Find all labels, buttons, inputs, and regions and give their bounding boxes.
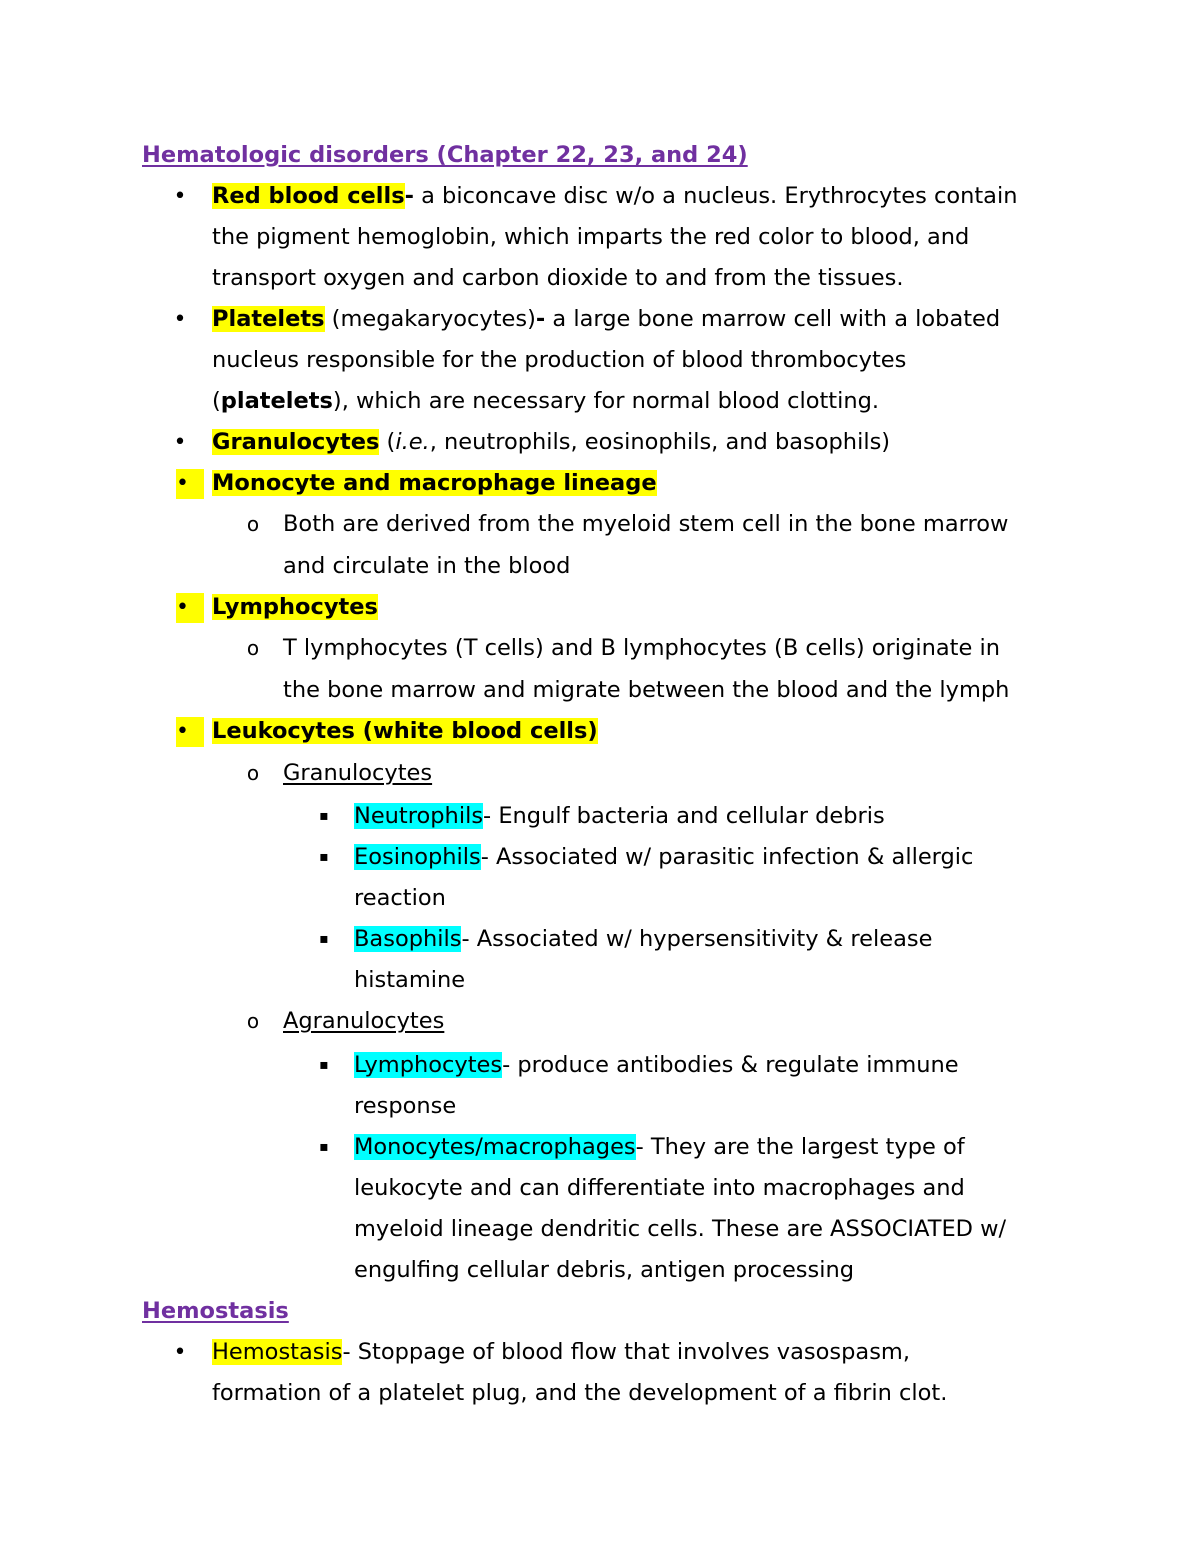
item-text: , neutrophils, eosinophils, and basophils) [429, 429, 891, 455]
term-lymphocytes-cyan: Lymphocytes [354, 1052, 503, 1078]
list-item-neutrophils [354, 801, 885, 831]
item-text-continued: transport oxygen and carbon dioxide to and from the tissues. [212, 265, 904, 291]
item-text: a biconcave disc w/o a nucleus. Erythrocytes contain [413, 183, 1018, 209]
term-monocytes-macrophages: Monocytes/macrophages [354, 1134, 636, 1160]
item-text-continued: response [354, 1093, 457, 1119]
list-item-leukocytes [212, 716, 598, 746]
item-text-continued: reaction [354, 885, 446, 911]
sub-bullet-icon: o [246, 636, 260, 660]
item-text-continued: nucleus responsible for the production of blood thrombocytes [212, 347, 907, 373]
sub-item-text-continued: the bone marrow and migrate between the blood and the lymph [283, 677, 1010, 703]
term-monocyte-lineage: Monocyte and macrophage lineage [212, 470, 657, 496]
term-red-blood-cells: Red blood cells [212, 183, 405, 209]
term-leukocytes: Leukocytes (white blood cells) [212, 718, 598, 744]
term-dash: - [535, 306, 546, 332]
term-hemostasis: Hemostasis [212, 1339, 343, 1365]
list-item-basophils [354, 924, 932, 954]
item-text: - Stoppage of blood flow that involves vasospasm, [342, 1339, 910, 1365]
item-text: ( [212, 388, 221, 414]
section-heading-hematologic-disorders: Hematologic disorders (Chapter 22, 23, and 24) [142, 142, 748, 168]
square-bullet-icon: ▪ [319, 1057, 329, 1073]
list-item-eosinophils [354, 842, 973, 872]
item-text-continued: the pigment hemoglobin, which imparts the red color to blood, and [212, 224, 970, 250]
list-item-hemostasis [212, 1337, 910, 1367]
list-item-monocytes-macrophages [354, 1132, 965, 1162]
item-text: - Associated w/ hypersensitivity & release [461, 926, 933, 952]
list-item-monocyte-lineage [212, 468, 657, 498]
sub-bullet-icon: o [246, 761, 260, 785]
item-text: - produce antibodies & regulate immune [502, 1052, 959, 1078]
item-text-continued: formation of a platelet plug, and the development of a fibrin clot. [212, 1380, 948, 1406]
sub-bullet-icon: o [246, 512, 260, 536]
item-text-continued [212, 386, 879, 416]
bold-term: platelets [220, 388, 333, 414]
item-text: (megakaryocytes) [324, 306, 536, 332]
bullet-icon: • [173, 307, 187, 332]
list-item-lymphocytes [212, 592, 378, 622]
list-item-red-blood-cells [212, 181, 1017, 211]
item-text: ( [379, 429, 396, 455]
term-neutrophils: Neutrophils [354, 803, 484, 829]
sub-heading-granulocytes: Granulocytes [283, 760, 433, 786]
section-heading-hemostasis: Hemostasis [142, 1298, 289, 1324]
square-bullet-icon: ▪ [319, 808, 329, 824]
bullet-icon: • [176, 469, 204, 499]
square-bullet-icon: ▪ [319, 1139, 329, 1155]
square-bullet-icon: ▪ [319, 931, 329, 947]
sub-item-text: T lymphocytes (T cells) and B lymphocytes (B cells) originate in [283, 635, 1000, 661]
term-basophils: Basophils [354, 926, 462, 952]
list-item-lymphocytes-agranulocyte [354, 1050, 959, 1080]
list-item-platelets [212, 304, 1000, 334]
item-text-continued: engulfing cellular debris, antigen processing [354, 1257, 855, 1283]
item-text: ), which are necessary for normal blood clotting. [332, 388, 880, 414]
item-text: - Engulf bacteria and cellular debris [483, 803, 885, 829]
sub-item-text-continued: and circulate in the blood [283, 553, 571, 579]
term-platelets: Platelets [212, 306, 325, 332]
square-bullet-icon: ▪ [319, 849, 329, 865]
term-granulocytes: Granulocytes [212, 429, 380, 455]
list-item-granulocytes [212, 427, 890, 457]
italic-text: i.e. [395, 429, 430, 455]
bullet-icon: • [173, 1340, 187, 1365]
item-text: a large bone marrow cell with a lobated [545, 306, 1001, 332]
term-dash: - [404, 183, 414, 209]
item-text-continued: myeloid lineage dendritic cells. These are ASSOCIATED w/ [354, 1216, 1007, 1242]
item-text-continued: leukocyte and can differentiate into macrophages and [354, 1175, 965, 1201]
bullet-icon: • [173, 184, 187, 209]
item-text-continued: histamine [354, 967, 466, 993]
sub-item-text: Both are derived from the myeloid stem cell in the bone marrow [283, 511, 1009, 537]
sub-heading-agranulocytes: Agranulocytes [283, 1008, 445, 1034]
term-eosinophils: Eosinophils [354, 844, 481, 870]
item-text: - They are the largest type of [635, 1134, 965, 1160]
term-lymphocytes: Lymphocytes [212, 594, 378, 620]
sub-bullet-icon: o [246, 1009, 260, 1033]
bullet-icon: • [176, 717, 204, 747]
item-text: - Associated w/ parasitic infection & allergic [480, 844, 974, 870]
bullet-icon: • [173, 430, 187, 455]
bullet-icon: • [176, 593, 204, 623]
